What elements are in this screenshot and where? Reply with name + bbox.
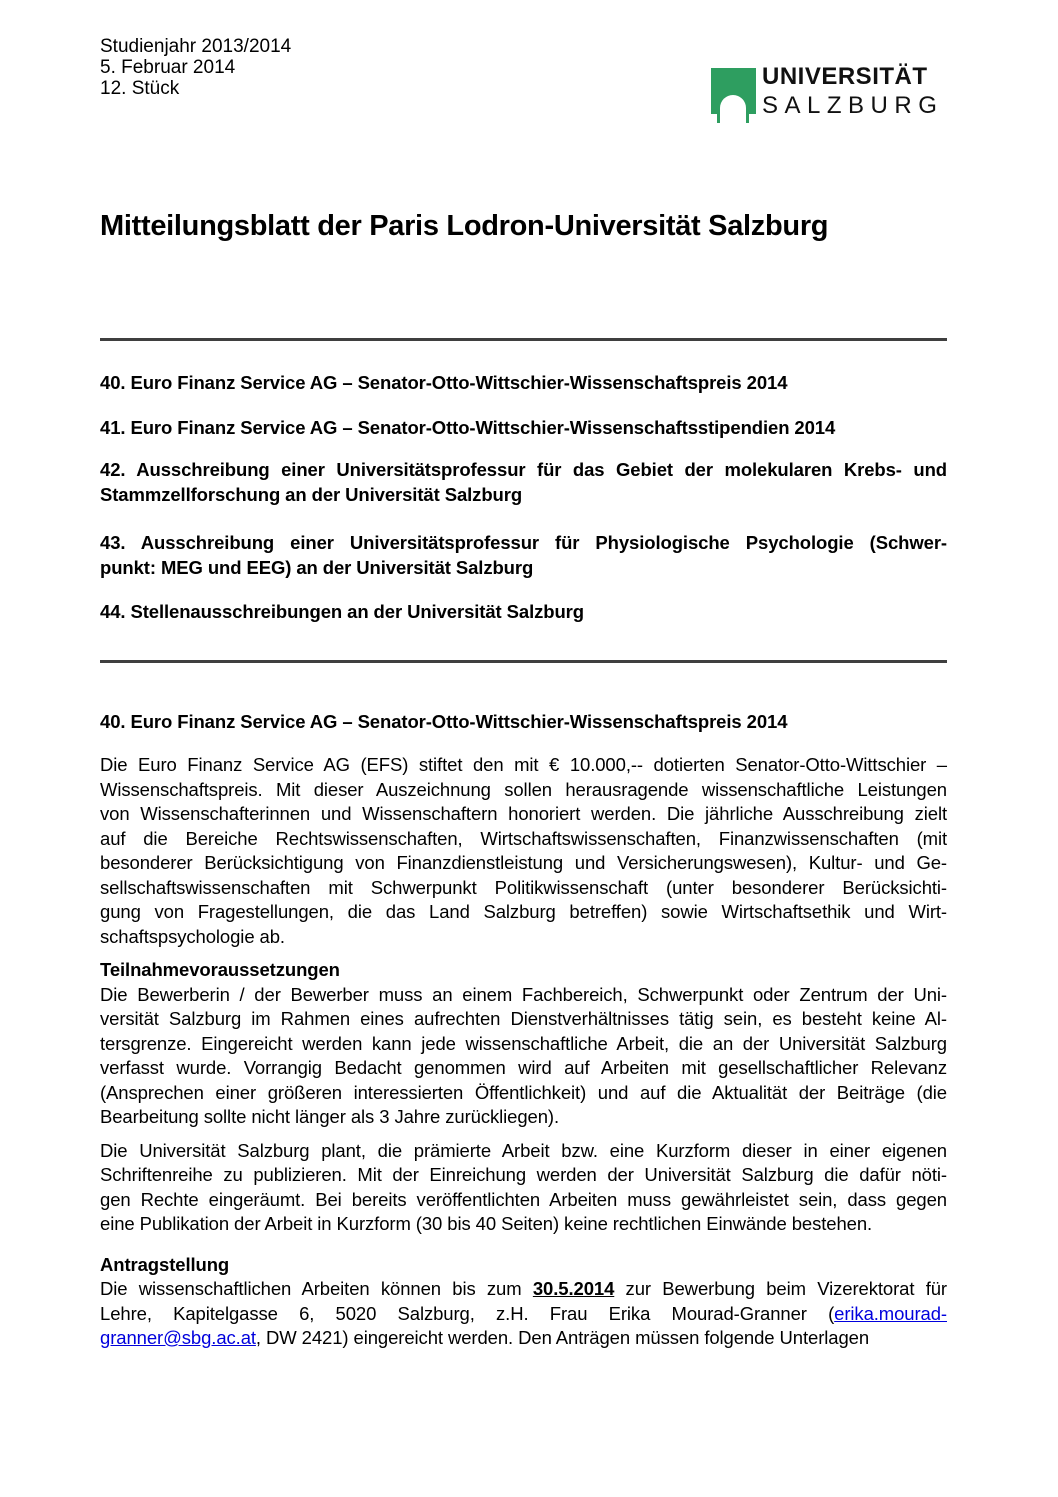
text-line: sellschaftswissenschaften mit Schwerpunkt Politikwissenschaft (unter besonderer Berücksichti-: [100, 876, 947, 898]
toc-item-43: [100, 531, 947, 580]
text-line: 42. Ausschreibung einer Universitätsprofessur für das Gebiet der molekularen Krebs- und: [100, 459, 947, 480]
email-link[interactable]: granner@sbg.ac.at: [100, 1327, 256, 1348]
university-logo: [711, 62, 944, 132]
issue-meta: [100, 36, 291, 99]
university-logo-text: [762, 62, 943, 120]
paragraph-publikation: [100, 1139, 947, 1237]
text-line: eine Publikation der Arbeit in Kurzform (30 bis 40 Seiten) keine rechtlichen Einwände bestehen.: [100, 1213, 873, 1234]
text-line: 40. Euro Finanz Service AG – Senator-Otto-Wittschier-Wissenschaftspreis 2014: [100, 372, 788, 393]
text-line: 43. Ausschreibung einer Universitätsprofessur für Physiologische Psychologie (Schwer-: [100, 532, 947, 553]
logo-line-salzburg: SALZBURG: [762, 92, 944, 119]
text-line: Schriftenreihe zu publizieren. Mit der Einreichung werden der Universität Salzburg die dafür nöti-: [100, 1164, 947, 1185]
text-line: Die Universität Salzburg plant, die prämierte Arbeit bzw. eine Kurzform dieser in einer eigenen: [100, 1139, 947, 1161]
toc-item-40: [100, 371, 947, 396]
issue-meta-studienjahr: Studienjahr 2013/2014: [100, 36, 292, 57]
toc-item-42: [100, 458, 947, 507]
text-line: [100, 1326, 947, 1351]
text-line: 41. Euro Finanz Service AG – Senator-Otto-Wittschier-Wissenschaftsstipendien 2014: [100, 416, 836, 438]
text-line: verfasst wurde. Vorrangig Bedacht genommen wird auf Arbeiten mit gesellschaftlicher Relevanz: [100, 1057, 947, 1078]
text-line: Wissenschaftspreis. Mit dieser Auszeichnung sollen herausragende wissenschaftliche Leistungen: [100, 778, 947, 800]
subheading-teilnahmevoraussetzungen: Teilnahmevoraussetzungen: [100, 959, 340, 980]
text-line: punkt: MEG und EEG) an der Universität Salzburg: [100, 556, 534, 578]
text-line: schaftspsychologie ab.: [100, 925, 285, 947]
issue-meta-stueck: 12. Stück: [100, 78, 180, 99]
logo-line-universitaet: UNIVERSITÄT: [762, 63, 928, 90]
page-title: Mitteilungsblatt der Paris Lodron-Universität Salzburg: [100, 210, 829, 243]
toc-item-41: [100, 416, 947, 441]
divider-rule-top: [100, 338, 947, 341]
university-logo-mark: [711, 68, 756, 114]
paragraph-teilnahme: [100, 983, 947, 1130]
text-line: (Ansprechen einer größeren interessierten Öffentlichkeit) und auf die Aktualität der Beiträge (die: [100, 1081, 947, 1103]
deadline-emphasis: 30.5.2014: [532, 1278, 615, 1299]
text-segment: zur Bewerbung beim Vizerektorat für: [614, 1278, 947, 1299]
divider-rule-bottom: [100, 660, 947, 663]
text-line: 44. Stellenausschreibungen an der Universität Salzburg: [100, 601, 584, 622]
document-content: [100, 338, 947, 1351]
toc-item-44: [100, 600, 947, 625]
table-of-contents: [100, 371, 947, 625]
text-line: Die Euro Finanz Service AG (EFS) stiftet den mit € 10.000,-- dotierten Senator-Otto-Wittschier –: [100, 754, 947, 775]
arch-window-icon: [717, 92, 749, 123]
section-heading-40: 40. Euro Finanz Service AG – Senator-Otto-Wittschier-Wissenschaftspreis 2014: [100, 710, 788, 732]
text-segment: Lehre, Kapitelgasse 6, 5020 Salzburg, z.H. Frau Erika Mourad-Granner (: [100, 1302, 835, 1324]
text-line: von Wissenschafterinnen und Wissenschaftern honoriert werden. Die jährliche Ausschreibung zielt: [100, 803, 947, 824]
paragraph-prize: [100, 753, 947, 949]
text-line: gen Rechte eingeräumt. Bei bereits veröffentlichten Arbeiten muss gewährleistet sein, dass gegen: [100, 1188, 947, 1210]
email-link[interactable]: erika.mourad-: [834, 1302, 947, 1324]
paragraph-antragstellung: [100, 1277, 947, 1351]
text-segment: Die wissenschaftlichen Arbeiten können bis zum: [100, 1278, 533, 1299]
issue-meta-date: 5. Februar 2014: [100, 57, 236, 78]
text-line: Die Bewerberin / der Bewerber muss an einem Fachbereich, Schwerpunkt oder Zentrum der Uni-: [100, 983, 947, 1005]
text-line: gung von Fragestellungen, die das Land Salzburg betreffen) sowie Wirtschaftsethik und Wirt-: [100, 901, 947, 922]
text-line: tersgrenze. Eingereicht werden kann jede wissenschaftliche Arbeit, die an der Universität Salzburg: [100, 1032, 947, 1054]
text-line: versität Salzburg im Rahmen eines aufrechten Dienstverhältnisses tätig sein, es besteht keine Al-: [100, 1008, 947, 1029]
text-line: besonderer Berücksichtigung von Finanzdienstleistung und Versicherungswesen), Kultur- und Ge-: [100, 852, 947, 873]
text-line: [100, 1277, 947, 1302]
text-segment: , DW 2421) eingereicht werden. Den Anträgen müssen folgende Unterlagen: [255, 1327, 870, 1348]
text-line: [100, 1302, 947, 1327]
text-line: auf die Bereiche Rechtswissenschaften, Wirtschaftswissenschaften, Finanzwissenschaften (mit: [100, 827, 947, 849]
text-line: Bearbeitung sollte nicht länger als 3 Jahre zurückliegen).: [100, 1106, 560, 1127]
subheading-antragstellung: Antragstellung: [100, 1253, 230, 1275]
text-line: Stammzellforschung an der Universität Salzburg: [100, 483, 523, 505]
